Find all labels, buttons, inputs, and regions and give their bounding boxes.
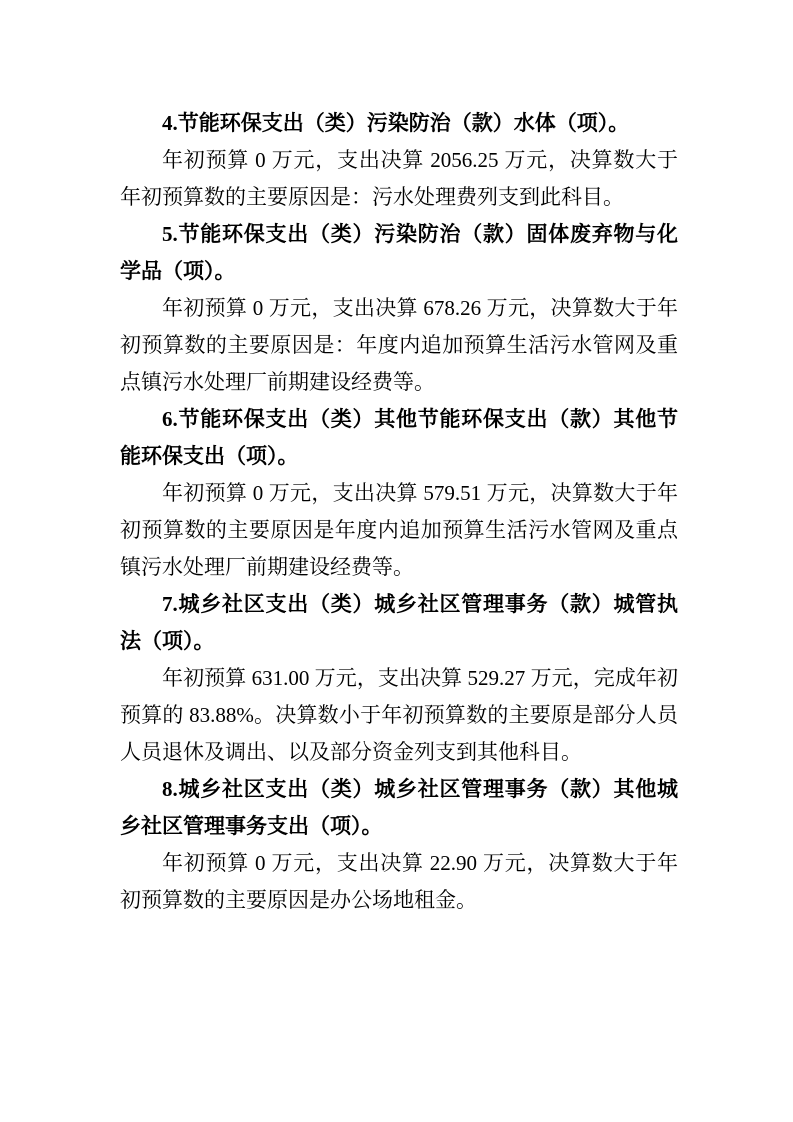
section-heading: 5.节能环保支出（类）污染防治（款）固体废弃物与化学品（项）。 [120,222,678,283]
section-heading: 7.城乡社区支出（类）城乡社区管理事务（款）城管执法（项）。 [120,592,678,653]
section-paragraph: 年初预算 0 万元，支出决算 22.90 万元，决算数大于年初预算数的主要原因是办公场地租金。 [120,851,678,912]
section-heading: 8.城乡社区支出（类）城乡社区管理事务（款）其他城乡社区管理事务支出（项）。 [120,777,678,838]
section-heading: 6.节能环保支出（类）其他节能环保支出（款）其他节能环保支出（项）。 [120,407,678,468]
section-paragraph: 年初预算 631.00 万元，支出决算 529.27 万元，完成年初预算的 83.88%。决算数小于年初预算数的主要原是部分人员人员退休及调出、以及部分资金列支到其他科目。 [120,666,678,764]
section-paragraph: 年初预算 0 万元，支出决算 579.51 万元，决算数大于年初预算数的主要原因是年度内追加预算生活污水管网及重点镇污水处理厂前期建设经费等。 [120,481,678,579]
budget-section-7 [120,586,678,771]
budget-section-8 [120,771,678,919]
budget-section-6 [120,401,678,586]
budget-section-4 [120,105,678,216]
section-paragraph: 年初预算 0 万元，支出决算 2056.25 万元，决算数大于年初预算数的主要原因是：污水处理费列支到此科目。 [120,148,678,209]
budget-section-5 [120,216,678,401]
section-paragraph: 年初预算 0 万元，支出决算 678.26 万元，决算数大于年初预算数的主要原因是：年度内追加预算生活污水管网及重点镇污水处理厂前期建设经费等。 [120,296,678,394]
document-content [120,105,678,919]
section-heading: 4.节能环保支出（类）污染防治（款）水体（项）。 [162,111,630,135]
